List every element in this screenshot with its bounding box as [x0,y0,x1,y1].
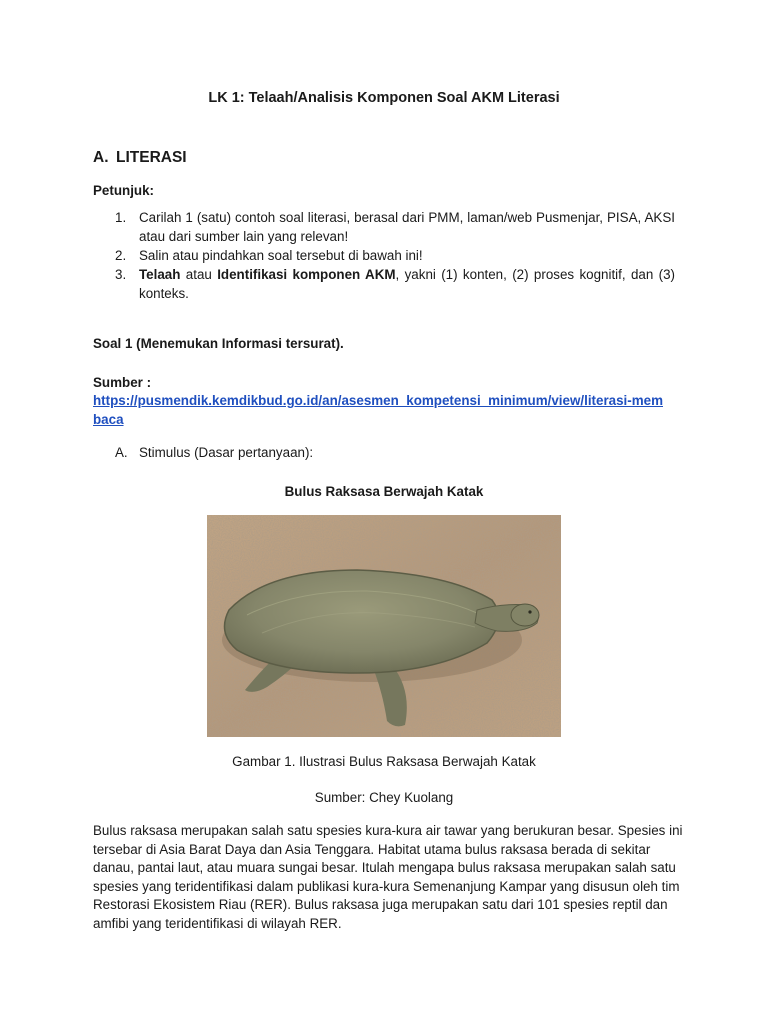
image-title: Bulus Raksasa Berwajah Katak [284,484,484,499]
turtle-photo [207,515,561,737]
stimulus-heading [115,443,313,462]
list-number: 2. [115,248,127,263]
section-heading [93,148,187,167]
instructions-list [115,208,675,303]
list-number: 1. [115,210,127,225]
question-heading: Soal 1 (Menemukan Informasi tersurat). [93,336,344,351]
list-item [115,246,675,265]
image-caption: Gambar 1. Ilustrasi Bulus Raksasa Berwajah Katak [232,754,536,769]
stimulus-letter: A. [115,445,128,460]
section-letter: A. [93,149,109,166]
list-number: 3. [115,267,127,282]
instructions-label: Petunjuk: [93,183,155,198]
list-item [115,265,675,303]
text-atau: atau [180,267,218,282]
list-text: Salin atau pindahkan soal tersebut di bawah ini! [139,248,423,263]
list-text [139,265,675,303]
text-rest: , yakni (1) konten, (2) proses kognitif, dan (3) konteks. [139,267,675,301]
bold-telaah: Telaah [139,267,181,282]
stimulus-paragraph: Bulus raksasa merupakan salah satu spesies kura-kura air tawar yang berukuran besar. Spesies ini tersebar di Asia Barat Daya dan Asia Tenggara. Habitat utama bulus raksasa berada di sekitar danau, pantai laut, atau muara sungai besar. Itulah mengapa bulus raksasa merupakan salah satu spesies yang teridentifikasi dalam publikasi kura-kura Semenanjung Kampar yang disusun oleh tim Restorasi Ekosistem Riau (RER). Bulus raksasa juga merupakan satu dari 101 spesies reptil dan amfibi yang teridentifikasi di wilayah RER. [93,823,683,931]
document-title: LK 1: Telaah/Analisis Komponen Soal AKM Literasi [208,90,560,106]
section-title: LITERASI [116,149,187,166]
source-link[interactable]: https://pusmendik.kemdikbud.go.id/an/asesmen_kompetensi_minimum/view/literasi-membaca [93,393,663,427]
list-item [115,208,675,246]
stimulus-label: Stimulus (Dasar pertanyaan): [139,445,314,460]
list-text: Carilah 1 (satu) contoh soal literasi, berasal dari PMM, laman/web Pusmenjar, PISA, AKSI atau dari sumber lain yang relevan! [139,210,675,244]
image-credit: Sumber: Chey Kuolang [314,790,454,805]
source-label: Sumber : [93,375,152,390]
bold-identifikasi: Identifikasi komponen AKM [217,267,396,282]
